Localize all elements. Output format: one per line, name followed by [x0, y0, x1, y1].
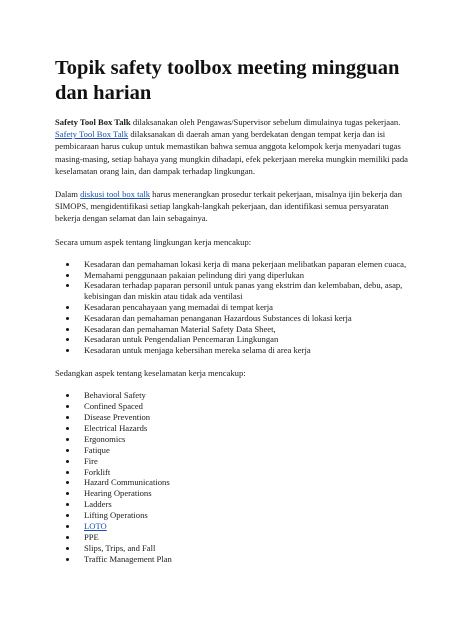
safety-tool-box-talk-link[interactable]: Safety Tool Box Talk: [55, 129, 129, 140]
list-item: Confined Spaced: [84, 401, 416, 412]
list-item: Kesadaran untuk menjaga kebersihan mereka selama di area kerja: [84, 345, 416, 356]
list-item: Disease Prevention: [84, 412, 416, 423]
list-item: Kesadaran terhadap paparan personil untuk panas yang ekstrim dan kelembaban, debu, asap, kebisingan dan miskin atau tidak ada ventilasi: [84, 280, 416, 302]
list-item: Ladders: [84, 499, 416, 510]
list-item: Electrical Hazards: [84, 423, 416, 434]
list-item: Traffic Management Plan: [84, 554, 416, 565]
discussion-text-b: harus menerangkan prosedur terkait pekerjaan, misalnya ijin bekerja dan SIMOPS, mengidentifikasi setiap langkah-langkah pekerjaan, dan identifikasi semua persyaratan bekerja dengan selamat dan lain sebagainya.: [55, 189, 402, 224]
discussion-text-a: Dalam: [55, 189, 81, 200]
list-item: Slips, Trips, and Fall: [84, 543, 416, 554]
list-item: Forklift: [84, 467, 416, 478]
env-aspects-intro: Secara umum aspek tentang lingkungan kerja mencakup:: [55, 236, 252, 247]
list-item: Hazard Communications: [84, 477, 416, 488]
env-aspects-list: [55, 259, 416, 356]
list-item: Memahami penggunaan pakaian pelindung diri yang diperlukan: [84, 270, 416, 281]
list-item: PPE: [84, 532, 416, 543]
safety-aspects-intro: Sedangkan aspek tentang keselamatan kerja mencakup:: [55, 368, 246, 378]
intro-text-b: dilaksanakan di daerah aman yang berdekatan dengan tempat kerja dan isi pembicaraan harus cukup untuk memastikan bahwa semua anggota kelompok kerja menyadari tugas masing-masing, setiap bahaya yang mungkin dihadapi, efek pekerjaan mereka mungkin memiliki pada keselamatan orang lain, dan dampak terhadap lingkungan.: [55, 129, 408, 176]
loto-link[interactable]: LOTO: [84, 521, 107, 532]
list-item: Lifting Operations: [84, 510, 416, 521]
list-item: Fire: [84, 456, 416, 467]
intro-text-a: dilaksanakan oleh Pengawas/Supervisor sebelum dimulainya tugas pekerjaan.: [130, 117, 401, 127]
list-item: Fatique: [84, 445, 416, 456]
list-item: Kesadaran pencahayaan yang memadai di tempat kerja: [84, 302, 416, 313]
list-item: Behavioral Safety: [84, 390, 416, 401]
list-item: Kesadaran untuk Pengendalian Pencemaran Lingkungan: [84, 334, 416, 345]
list-item: Kesadaran dan pemahaman Material Safety Data Sheet,: [84, 324, 416, 335]
intro-bold-lead: Safety Tool Box Talk: [55, 117, 131, 127]
list-item: Kesadaran dan pemahaman penanganan Hazardous Substances di lokasi kerja: [84, 313, 416, 324]
list-item: [84, 521, 416, 532]
discussion-paragraph: [55, 188, 416, 225]
list-item: Hearing Operations: [84, 488, 416, 499]
list-item: Kesadaran dan pemahaman lokasi kerja di mana pekerjaan melibatkan paparan elemen cuaca,: [84, 259, 416, 270]
diskusi-tool-box-talk-link[interactable]: diskusi tool box talk: [80, 189, 151, 200]
list-item: Ergonomics: [84, 434, 416, 445]
page-title: Topik safety toolbox meeting mingguan dan harian: [55, 57, 400, 104]
safety-aspects-list: [55, 390, 416, 565]
intro-paragraph: [55, 116, 416, 177]
